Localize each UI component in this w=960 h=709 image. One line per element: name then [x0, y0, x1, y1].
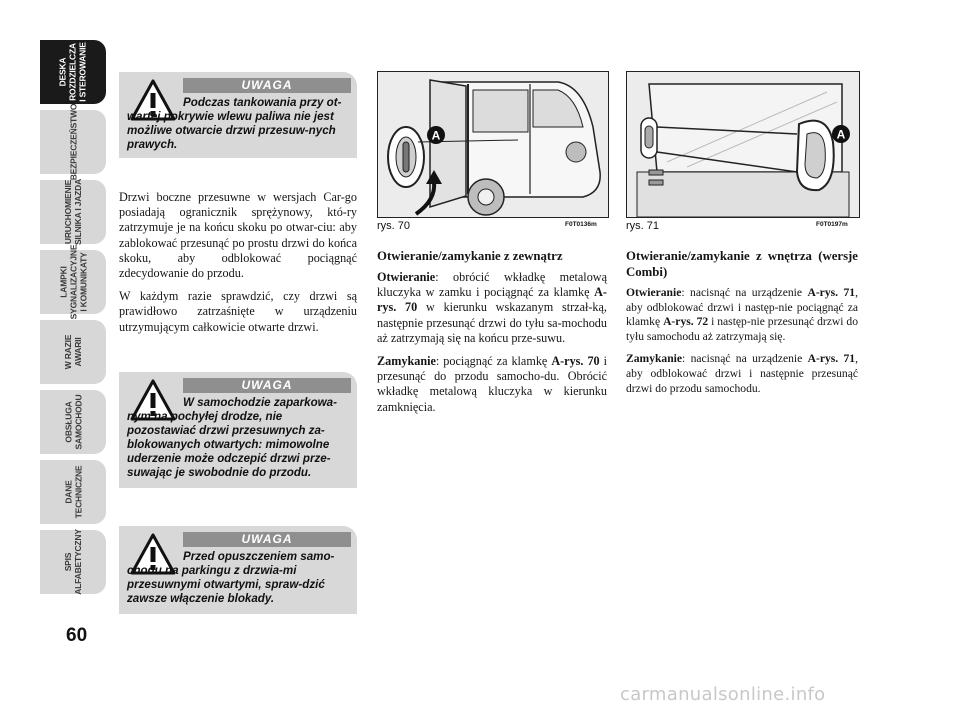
- marker-a: A: [836, 127, 846, 142]
- page-number: 60: [66, 625, 88, 646]
- figure-code: F0T0197m: [816, 221, 848, 228]
- middle-column-text: [377, 248, 607, 423]
- figure-code: F0T0136m: [565, 221, 597, 228]
- tab-dane-techniczne[interactable]: DANE TECHNICZNE: [40, 460, 106, 524]
- marker-a: A: [431, 128, 441, 143]
- warning-title: UWAGA: [183, 78, 351, 93]
- warning-title: UWAGA: [183, 532, 351, 547]
- tab-w-razie-awarii[interactable]: W RAZIE AWARII: [40, 320, 106, 384]
- paragraph: Drzwi boczne przesuwne w wersjach Car-go posiadają ogranicznik sprężynowy, któ-ry zatrzymuje je na końcu skoku po otwar-ciu: aby zablokować przesunąć po prostu drzwi do końca skoku, aby odblokować pociągnąć zdecydowanie do przodu.: [119, 190, 357, 281]
- right-column-text: [626, 248, 858, 404]
- paragraph: Otwieranie: nacisnąć na urządzenie A-rys. 71, aby odblokować drzwi i następ-nie pociągnąć za klamkę A-rys. 72 i następ-nie przesunąć drzwi do tyłu samochodu aż zatrzymają się.: [626, 286, 858, 343]
- section-heading: Otwieranie/zamykanie z wnętrza (wersje Combi): [626, 249, 858, 279]
- paragraph: Otwieranie: obrócić wkładkę metalową kluczyka w zamku i pociągnąć za klamkę A-rys. 70 w kierunku wskazanym strzał-ką, następnie przesunąć drzwi do tyłu sa-mochodu aż zatrzymają się na końcu prze-suwu.: [377, 270, 607, 345]
- warning-box-1: [119, 72, 357, 158]
- warning-box-2: [119, 372, 357, 488]
- warning-text: Podczas tankowania przy ot-wartej pokrywie wlewu paliwa nie jest możliwe otwarcie drzwi przesuw-nych prawych.: [127, 96, 342, 151]
- paragraph: Zamykanie: nacisnąć na urządzenie A-rys. 71, aby odblokować drzwi i następnie przesunąć drzwi do przodu samochodu.: [626, 352, 858, 395]
- tab-deska-rozdzielcza[interactable]: DESKA ROZDZIELCZA I STEROWANIE: [40, 40, 106, 104]
- watermark: carmanualsonline.info: [620, 684, 826, 705]
- warning-text: Przed opuszczeniem samo-chodu na parkingu z drzwia-mi przesuwnymi otwartymi, spraw-dzić zawsze włączenie blokady.: [127, 550, 335, 605]
- figure-rys-70: [377, 71, 609, 218]
- left-column-text: [119, 190, 357, 343]
- warning-box-3: [119, 526, 357, 614]
- figure-caption: rys. 70: [377, 220, 411, 232]
- warning-title: UWAGA: [183, 378, 351, 393]
- paragraph: Zamykanie: pociągnąć za klamkę A-rys. 70 i przesunąć do przodu samocho-du. Obrócić wkładkę metalową kluczyka w kierunku zamknięcia.: [377, 354, 608, 414]
- section-heading: Otwieranie/zamykanie z zewnątrz: [377, 249, 563, 263]
- figure-rys-71: [626, 71, 860, 218]
- van-sliding-door-illustration: [378, 72, 608, 217]
- tab-bezpieczenstwo[interactable]: BEZPIECZEŃSTWO: [40, 110, 106, 174]
- door-interior-illustration: [627, 72, 859, 217]
- tab-uruchomienie[interactable]: URUCHOMIENIE SILNIKA I JAZDA: [40, 180, 106, 244]
- chapter-sidebar: [40, 40, 106, 620]
- tab-spis-alfabetyczny[interactable]: SPIS ALFABETYCZNY: [40, 530, 106, 594]
- tab-obsluga[interactable]: OBSŁUGA SAMOCHODU: [40, 390, 106, 454]
- figure-caption: rys. 71: [626, 220, 660, 232]
- warning-text: W samochodzie zaparkowa-nym na pochyłej drodze, nie pozostawiać drzwi przesuwnych za-blokowanych otwartych: mimowolne uderzenie może odczepić drzwi prze-suwając je swobodnie do przodu.: [127, 396, 337, 479]
- paragraph: W każdym razie sprawdzić, czy drzwi są prawidłowo zatrzaśnięte w urządzeniu utrzymującym całkowicie otwarte drzwi.: [119, 289, 357, 334]
- tab-lampki[interactable]: LAMPKI SYGNALIZACYJNE I KOMUNIKATY: [40, 250, 106, 314]
